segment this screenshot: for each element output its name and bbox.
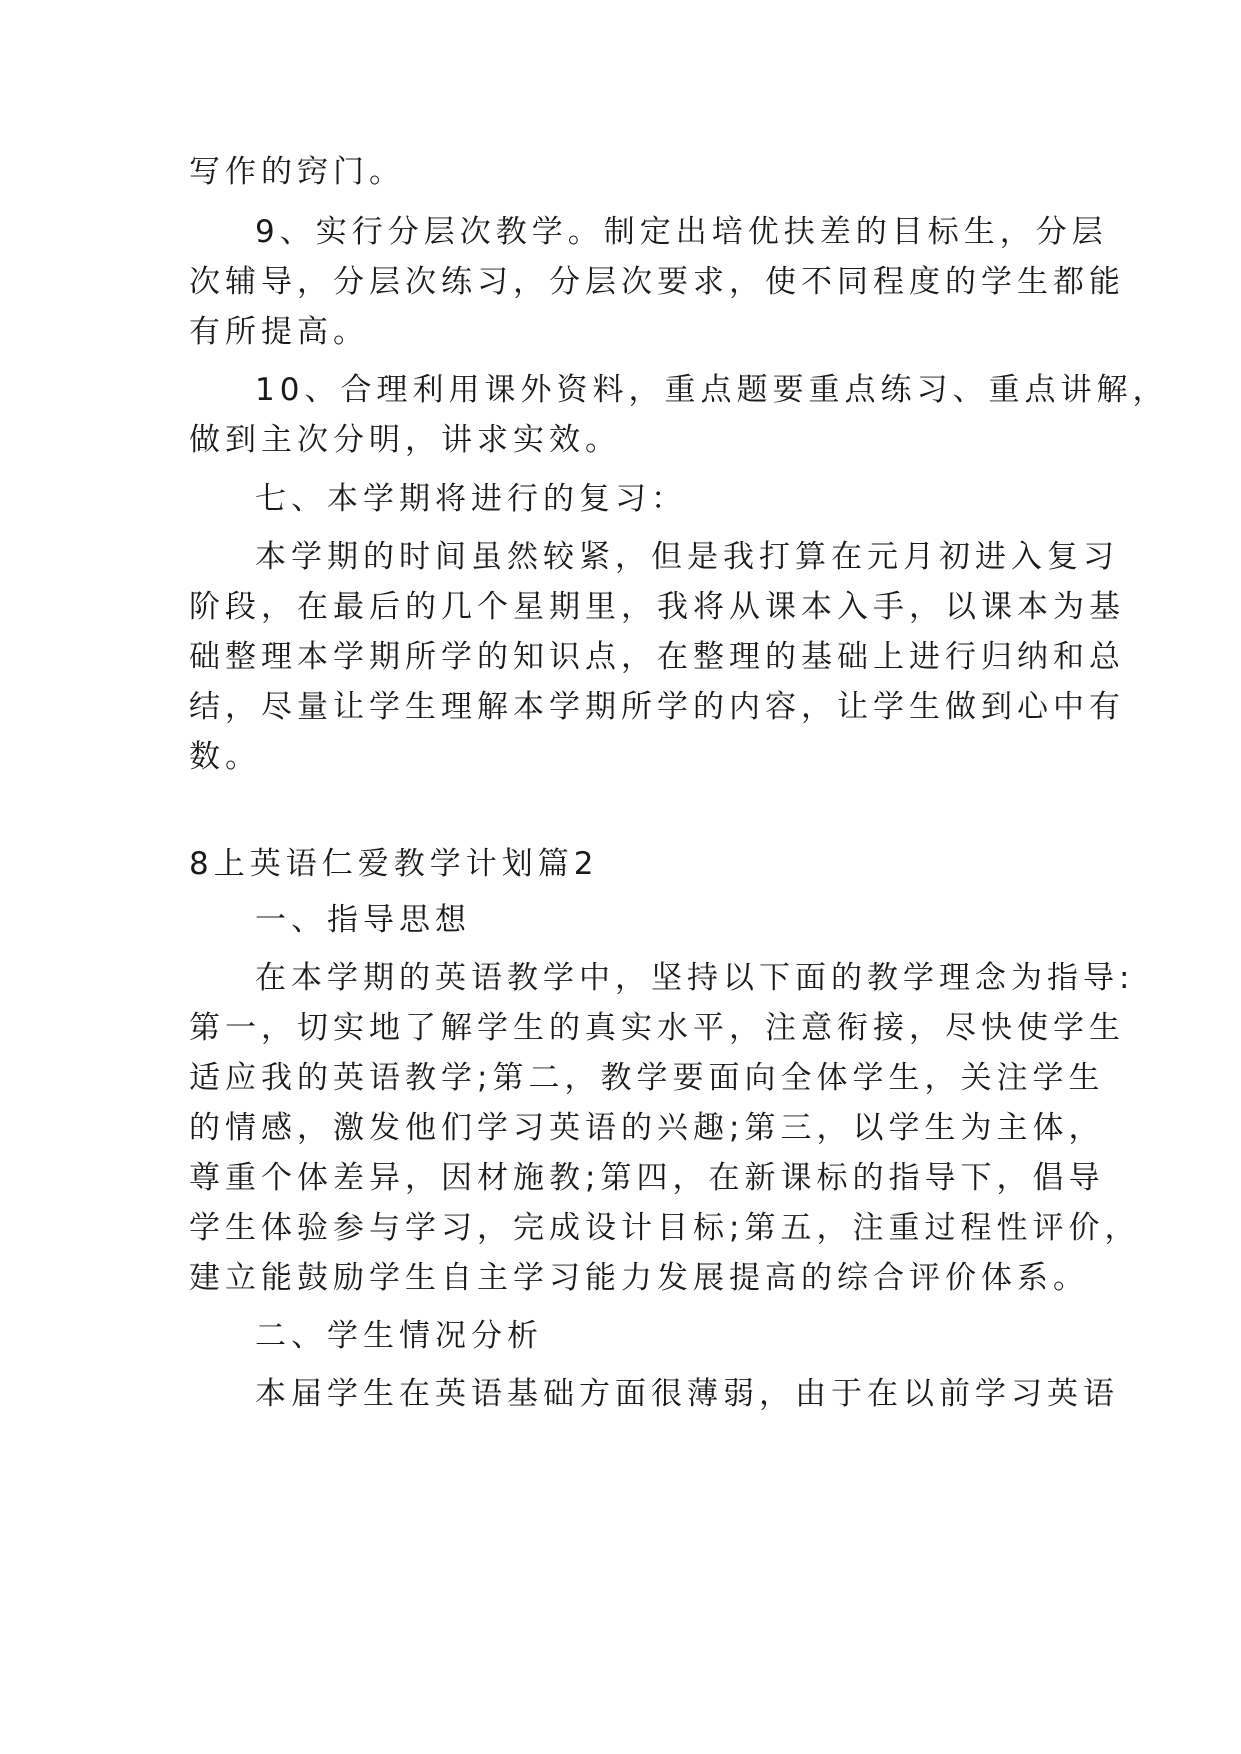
paragraph-line: 本学期的时间虽然较紧，但是我打算在元月初进入复习 [255,539,1119,575]
paragraph-line: 数。 [189,739,261,775]
paragraph-line: 的情感，激发他们学习英语的兴趣;第三，以学生为主体， [189,1110,1105,1146]
paragraph-line: 做到主次分明，讲求实效。 [189,422,621,458]
paragraph-line: 学生体验参与学习，完成设计目标;第五，注重过程性评价， [189,1210,1141,1246]
paragraph-line: 次辅导，分层次练习，分层次要求，使不同程度的学生都能 [189,264,1125,300]
paragraph-line: 写作的窍门。 [189,154,405,190]
document-title: 8上英语仁爱教学计划篇2 [189,846,599,882]
paragraph-line: 尊重个体差异，因材施教;第四，在新课标的指导下，倡导 [189,1160,1105,1196]
paragraph-line: 10、合理利用课外资料，重点题要重点练习、重点讲解， [255,372,1169,408]
paragraph-line: 本届学生在英语基础方面很薄弱，由于在以前学习英语 [255,1376,1119,1412]
section-heading: 二、学生情况分析 [255,1318,543,1354]
paragraph-line: 有所提高。 [189,314,369,350]
section-heading: 一、指导思想 [255,902,471,938]
paragraph-line: 础整理本学期所学的知识点，在整理的基础上进行归纳和总 [189,639,1125,675]
paragraph-line: 9、实行分层次教学。制定出培优扶差的目标生，分层 [255,214,1108,250]
section-heading: 七、本学期将进行的复习： [255,481,687,517]
paragraph-line: 阶段，在最后的几个星期里，我将从课本入手，以课本为基 [189,589,1125,625]
paragraph-line: 第一，切实地了解学生的真实水平，注意衔接，尽快使学生 [189,1010,1125,1046]
paragraph-line: 建立能鼓励学生自主学习能力发展提高的综合评价体系。 [189,1260,1089,1296]
paragraph-line: 在本学期的英语教学中，坚持以下面的教学理念为指导: [255,960,1135,996]
paragraph-line: 结，尽量让学生理解本学期所学的内容，让学生做到心中有 [189,689,1125,725]
paragraph-line: 适应我的英语教学;第二，教学要面向全体学生，关注学生 [189,1060,1105,1096]
